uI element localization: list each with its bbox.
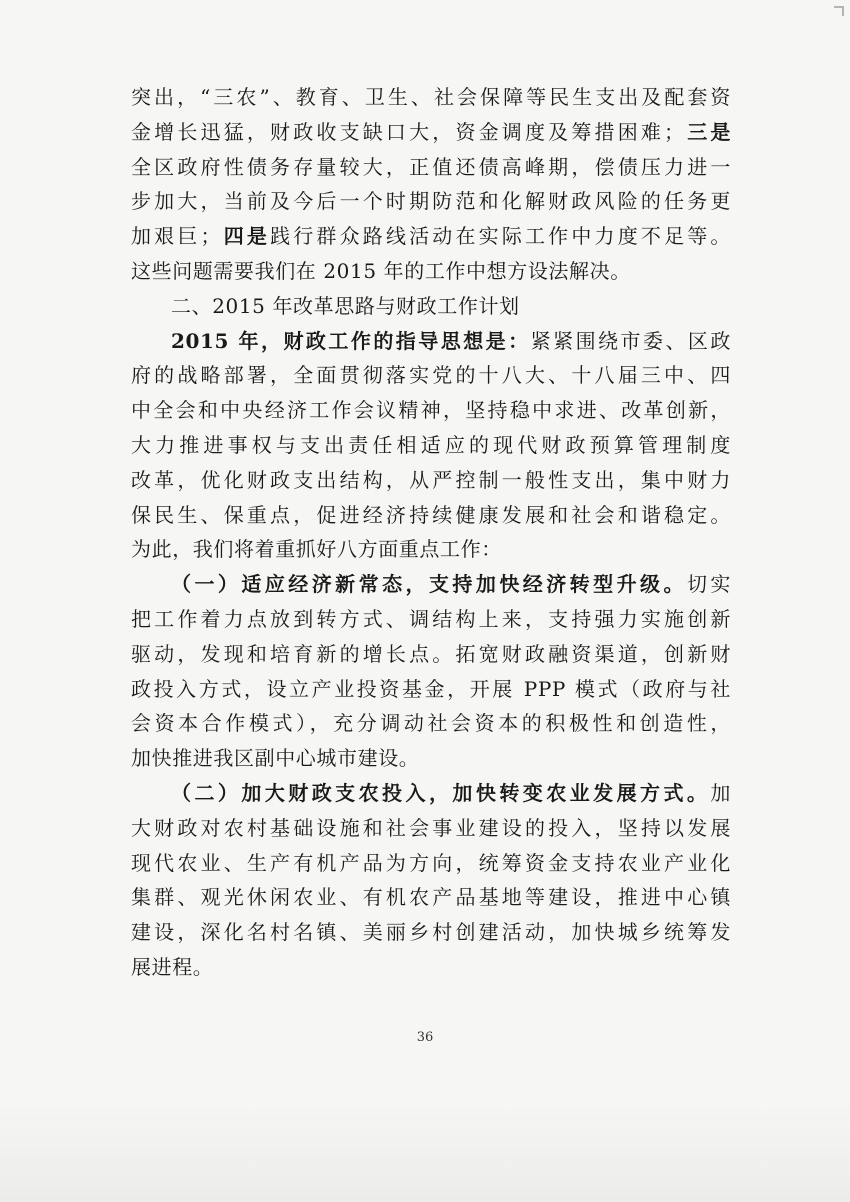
- bold-text-run: 2015 年，财政工作的指导思想是：: [171, 328, 531, 353]
- text-line: [131, 324, 731, 359]
- text-line: [131, 846, 731, 881]
- text-line: [131, 184, 731, 219]
- text-run: 突出，“三农”、教育、卫生、社会保障等民生支出及配套资: [131, 85, 731, 109]
- bold-text-run: 四是: [221, 224, 271, 249]
- text-line: [131, 776, 731, 811]
- text-line: [131, 463, 731, 498]
- text-run: 政投入方式，设立产业投资基金，开展 PPP 模式（政府与社: [131, 676, 731, 701]
- text-run: 切实: [686, 572, 731, 597]
- text-run: 紧紧围绕市委、区政: [530, 328, 731, 353]
- bold-text-run: 三是: [684, 119, 731, 144]
- text-line: [131, 602, 731, 637]
- text-run: 加: [710, 780, 731, 805]
- text-line: [131, 915, 731, 950]
- text-line: [131, 880, 731, 915]
- text-line: [131, 115, 731, 150]
- text-line: [131, 393, 731, 428]
- text-run: 加快推进我区副中心城市建设。: [131, 746, 420, 771]
- text-line: [131, 637, 731, 672]
- text-run: 践行群众路线活动在实际工作中力度不足等。: [270, 224, 731, 249]
- text-run: 驱动，发现和培育新的增长点。拓宽财政融资渠道，创新财: [131, 641, 731, 666]
- text-line: [131, 358, 731, 393]
- text-run: 展进程。: [131, 954, 214, 979]
- text-run: 全区政府性债务存量较大，正值还债高峰期，偿债压力进一: [131, 154, 731, 179]
- scan-corner-mark: [834, 6, 844, 16]
- text-line: [131, 254, 731, 289]
- text-run: 二、2015 年改革思路与财政工作计划: [171, 293, 520, 318]
- text-line: [131, 706, 731, 741]
- text-line: [131, 150, 731, 185]
- text-line: [131, 567, 731, 602]
- text-line: [131, 741, 731, 776]
- bold-text-run: （一）适应经济新常态，支持加快经济转型升级。: [171, 572, 687, 597]
- text-run: 把工作着力点放到转方式、调结构上来，支持强力实施创新: [131, 606, 731, 631]
- text-line: [131, 811, 731, 846]
- text-run: 加艰巨；: [131, 224, 222, 249]
- text-run: 建设，深化名村名镇、美丽乡村创建活动，加快城乡统筹发: [131, 920, 731, 945]
- text-run: 保民生、保重点，促进经济持续健康发展和社会和谐稳定。: [131, 502, 731, 527]
- text-line: [131, 219, 731, 254]
- text-run: 为此，我们将着重抓好八方面重点工作：: [131, 537, 502, 562]
- text-line: [131, 950, 731, 985]
- text-run: 大财政对农村基础设施和社会事业建设的投入，坚持以发展: [131, 815, 731, 840]
- text-run: 现代农业、生产有机产品为方向，统筹资金支持农业产业化: [131, 850, 731, 875]
- text-run: 府的战略部署，全面贯彻落实党的十八大、十八届三中、四: [131, 363, 731, 388]
- text-run: 集群、观光休闲农业、有机农产品基地等建设，推进中心镇: [131, 885, 731, 910]
- bold-text-run: （二）加大财政支农投入，加快转变农业发展方式。: [171, 780, 711, 805]
- text-line: [131, 532, 731, 567]
- text-run: 金增长迅猛，财政收支缺口大，资金调度及筹措困难；: [131, 119, 685, 144]
- text-run: 步加大，当前及今后一个时期防范和化解财政风险的任务更: [131, 189, 731, 214]
- text-run: 中全会和中央经济工作会议精神，坚持稳中求进、改革创新，: [131, 398, 731, 423]
- text-line: [131, 428, 731, 463]
- text-line: [131, 289, 731, 324]
- text-line: [131, 672, 731, 707]
- text-run: 大力推进事权与支出责任相适应的现代财政预算管理制度: [131, 432, 731, 457]
- text-line: [131, 498, 731, 533]
- text-run: 改革，优化财政支出结构，从严控制一般性支出，集中财力: [131, 467, 731, 492]
- text-run: 这些问题需要我们在 2015 年的工作中想方设法解决。: [131, 258, 631, 283]
- text-run: 会资本合作模式），充分调动社会资本的积极性和创造性，: [131, 711, 731, 736]
- page-number: 36: [416, 1030, 434, 1045]
- text-line: [131, 80, 731, 115]
- body-text: [131, 80, 731, 985]
